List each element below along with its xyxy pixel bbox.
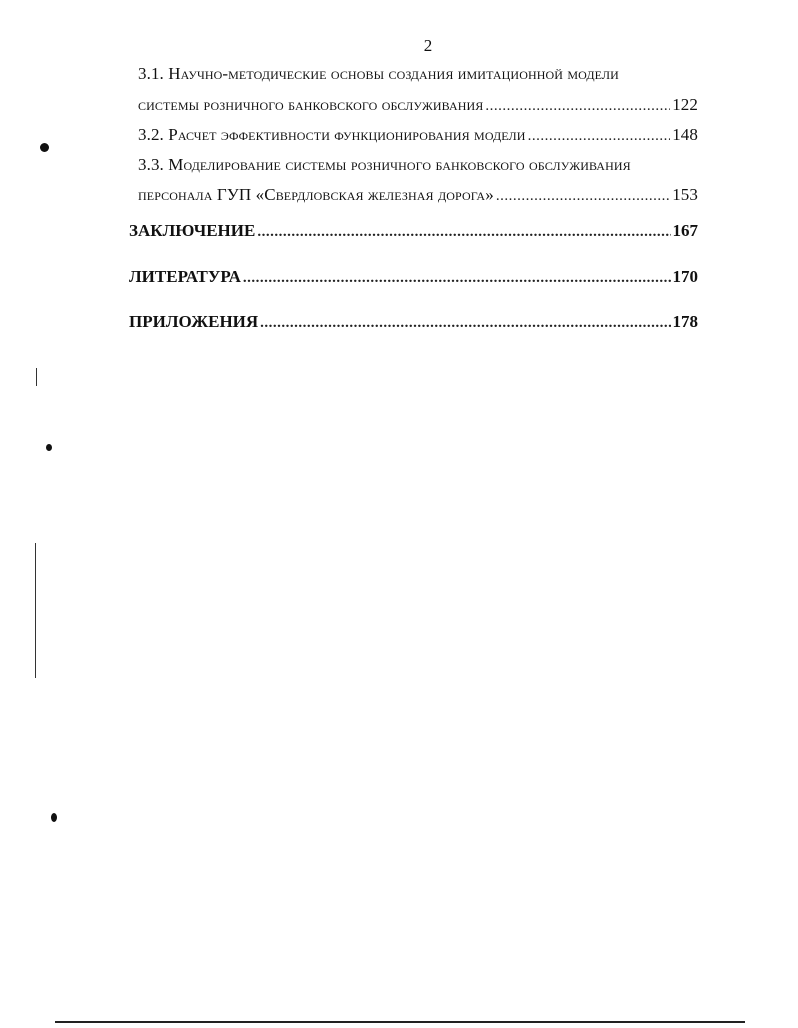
toc-entry-number: 3.3. bbox=[138, 155, 164, 174]
leader-dots bbox=[496, 188, 670, 205]
scan-speck bbox=[51, 813, 57, 822]
leader-dots bbox=[243, 270, 671, 287]
toc-page-number: 153 bbox=[672, 185, 698, 204]
toc-page-number: 148 bbox=[672, 125, 698, 144]
toc-entry-title: персонала ГУП «Свердловская железная дорога» bbox=[138, 185, 494, 204]
toc-entry-3-3-line1 bbox=[138, 155, 698, 175]
toc-entry-title: Расчет эффективности функционирования модели bbox=[168, 125, 526, 144]
toc-entry-appendices[interactable] bbox=[129, 312, 698, 332]
toc-entry-3-2[interactable] bbox=[138, 125, 698, 145]
toc-page-number: 122 bbox=[672, 95, 698, 114]
toc-page-number: 170 bbox=[672, 267, 698, 286]
scan-speck bbox=[40, 143, 49, 152]
toc-entry-title: ПРИЛОЖЕНИЯ bbox=[129, 312, 259, 331]
scan-speck bbox=[46, 444, 52, 451]
page-bottom-rule bbox=[55, 1021, 745, 1023]
scan-mark bbox=[35, 543, 36, 678]
toc-entry-title: ЗАКЛЮЧЕНИЕ bbox=[129, 221, 256, 240]
toc-entry-conclusion[interactable] bbox=[129, 221, 698, 241]
leader-dots bbox=[257, 224, 670, 241]
leader-dots bbox=[260, 315, 670, 332]
toc-entry-3-1-line1 bbox=[138, 64, 698, 84]
leader-dots bbox=[485, 98, 670, 115]
toc-page-number: 178 bbox=[672, 312, 698, 331]
toc-entry-title: Научно-методические основы создания имитационной модели bbox=[168, 64, 619, 83]
toc-entry-number: 3.1. bbox=[138, 64, 164, 83]
toc-entry-number: 3.2. bbox=[138, 125, 164, 144]
toc-entry-3-1-line2[interactable] bbox=[138, 95, 698, 115]
toc-page-number: 167 bbox=[672, 221, 698, 240]
toc-entry-3-3-line2[interactable] bbox=[138, 185, 698, 205]
toc-entry-title: системы розничного банковского обслуживания bbox=[138, 95, 484, 114]
leader-dots bbox=[528, 128, 671, 145]
toc-entry-literature[interactable] bbox=[129, 267, 698, 287]
scan-mark bbox=[36, 368, 37, 386]
page-number: 2 bbox=[423, 36, 433, 55]
toc-entry-title: Моделирование системы розничного банковского обслуживания bbox=[168, 155, 631, 174]
toc-entry-title: ЛИТЕРАТУРА bbox=[129, 267, 241, 286]
